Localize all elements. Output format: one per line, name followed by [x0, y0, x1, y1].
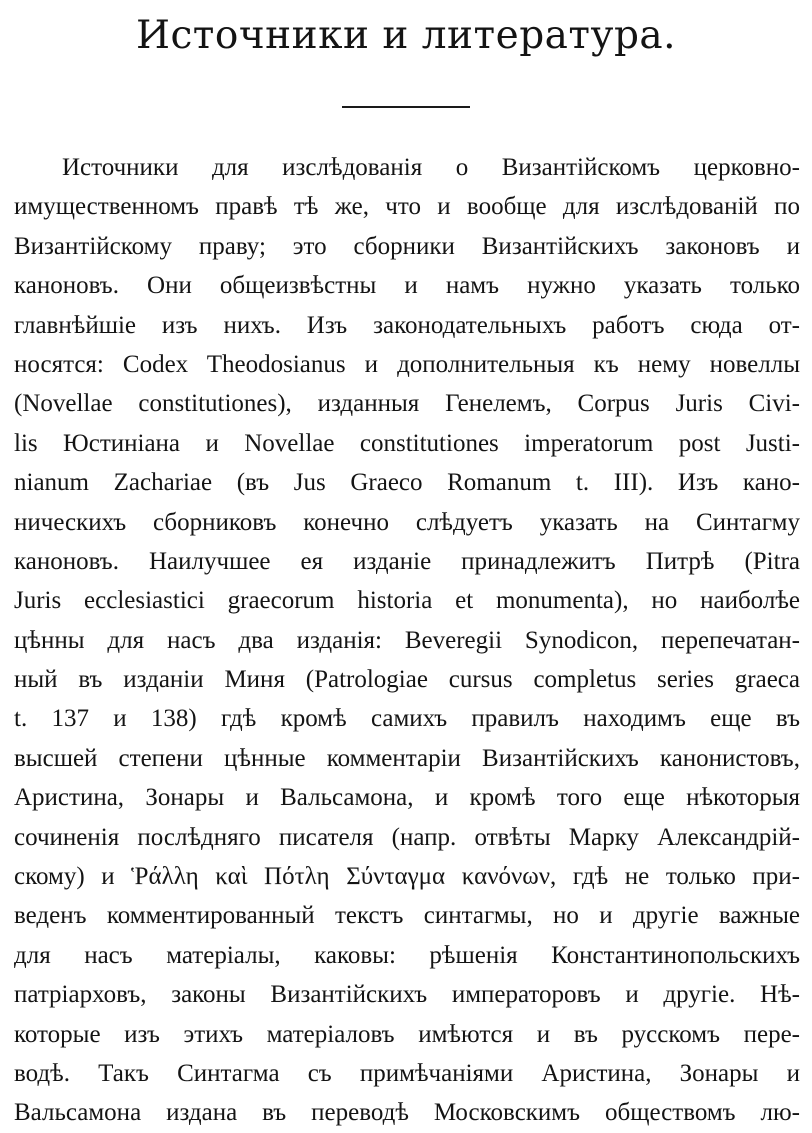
text-line: веденъ комментированный текстъ синтагмы, но и другіе важные	[14, 902, 800, 930]
text-line: Juris ecclesiastici graecorum historia et monumenta), но наиболѣе	[14, 587, 800, 615]
text-line: t. 137 и 138) гдѣ кромѣ самихъ правилъ находимъ еще въ	[14, 705, 800, 733]
text-line: Источники для изслѣдованія о Византійскомъ церковно-	[62, 154, 800, 181]
text-line: носятся: Codex Theodosianus и дополнительныя къ нему новеллы	[14, 350, 800, 378]
text-line: главнѣйшіе изъ нихъ. Изъ законодательныхъ работъ сюда от-	[14, 311, 800, 339]
text-line: скому) и Ῥάλλη καὶ Πότλη Σύνταγμα κανόνων, гдѣ не только при-	[14, 863, 800, 891]
text-line: имущественномъ правѣ тѣ же, что и вообще для изслѣдованій по	[14, 193, 800, 221]
text-line: каноновъ. Они общеизвѣстны и намъ нужно указать только	[14, 272, 800, 300]
body-paragraph	[14, 148, 800, 1133]
text-line: ный въ изданіи Миня (Patrologiae cursus completus series graeca	[14, 666, 800, 694]
title-divider	[342, 106, 470, 108]
page-title: Источники и литература.	[135, 13, 677, 58]
text-line: каноновъ. Наилучшее ея изданіе принадлежитъ Питрѣ (Pitra	[14, 547, 800, 575]
text-line: водѣ. Такъ Синтагма съ примѣчаніями Аристина, Зонары и	[14, 1059, 800, 1087]
text-line: Византійскому праву; это сборники Византійскихъ законовъ и	[14, 232, 800, 260]
text-line: Вальсамона издана въ переводѣ Московскимъ обществомъ лю-	[14, 1099, 800, 1127]
text-line: Аристина, Зонары и Вальсамона, и кромѣ того еще нѣкоторыя	[14, 784, 800, 812]
text-line: цѣнны для насъ два изданія: Beveregii Synodicon, перепечатан-	[14, 626, 800, 654]
text-line: сочиненія послѣдняго писателя (напр. отвѣты Марку Александрій-	[14, 823, 800, 851]
text-line: патріарховъ, законы Византійскихъ императоровъ и другіе. Нѣ-	[14, 981, 800, 1009]
text-line: lis Юстиніана и Novellae constitutiones imperatorum post Justi-	[14, 429, 800, 457]
text-line: которые изъ этихъ матеріаловъ имѣются и въ русскомъ пере-	[14, 1020, 800, 1048]
text-line: высшей степени цѣнные комментаріи Византійскихъ канонистовъ,	[14, 744, 800, 772]
text-line: для насъ матеріалы, каковы: рѣшенія Константинопольскихъ	[14, 941, 800, 969]
text-line: ническихъ сборниковъ конечно слѣдуетъ указать на Синтагму	[14, 508, 800, 536]
text-line: (Novellae constitutiones), изданныя Генелемъ, Corpus Juris Civi-	[14, 390, 800, 418]
text-line: nianum Zachariae (въ Jus Graeco Romanum t. III). Изъ кано-	[14, 469, 800, 497]
